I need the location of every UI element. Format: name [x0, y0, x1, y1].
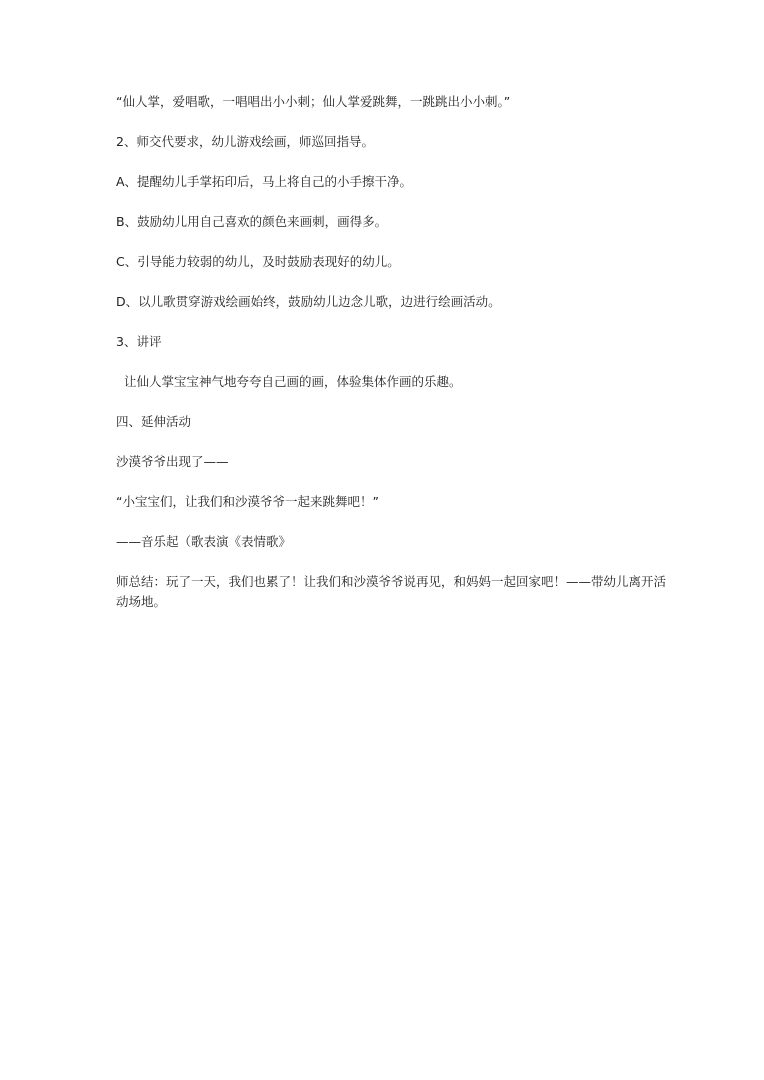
item-b: B、鼓励幼儿用自己喜欢的颜色来画刺，画得多。 [116, 214, 388, 229]
item-d: D、以儿歌贯穿游戏绘画始终，鼓励幼儿边念儿歌，边进行绘画活动。 [116, 294, 501, 309]
section-4-heading: 四、延伸活动 [116, 414, 192, 429]
step-3-heading: 3、讲评 [116, 334, 162, 349]
document-body [116, 92, 676, 632]
dance-quote: “小宝宝们，让我们和沙漠爷爷一起来跳舞吧！” [116, 494, 379, 509]
song-quote: “仙人掌，爱唱歌，一唱唱出小小刺；仙人掌爱跳舞，一跳跳出小小刺。” [116, 94, 511, 109]
teacher-summary: 师总结：玩了一天，我们也累了！让我们和沙漠爷爷说再见，和妈妈一起回家吧！——带幼儿离开活动场地。 [116, 574, 667, 609]
evaluation-text: 让仙人掌宝宝神气地夸夸自己画的画，体验集体作画的乐趣。 [124, 374, 462, 389]
music-line: ——音乐起（歌表演《表情歌》 [116, 534, 292, 549]
item-a: A、提醒幼儿手掌拓印后，马上将自己的小手擦干净。 [116, 174, 413, 189]
desert-grandpa-line: 沙漠爷爷出现了—— [116, 454, 229, 469]
step-2-heading: 2、师交代要求，幼儿游戏绘画，师巡回指导。 [116, 134, 374, 149]
item-c: C、引导能力较弱的幼儿，及时鼓励表现好的幼儿。 [116, 254, 400, 269]
